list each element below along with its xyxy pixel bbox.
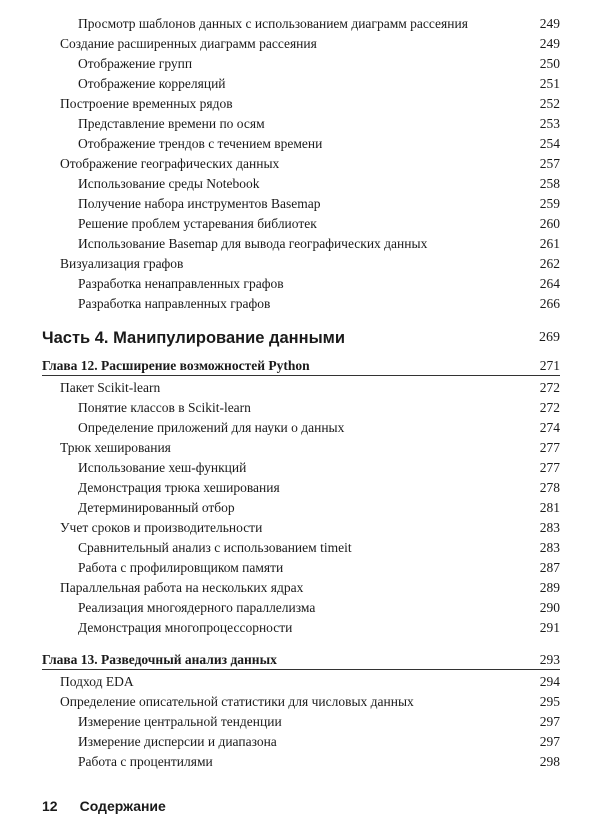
- toc-section-entry: [0, 154, 600, 174]
- toc-entry-page: 298: [539, 754, 560, 769]
- toc-entry-page: 260: [539, 216, 560, 231]
- toc-entry-page: 252: [539, 96, 560, 111]
- toc-entry-page: 281: [539, 500, 560, 515]
- page-footer: [42, 796, 166, 816]
- toc-entry-page: 249: [539, 16, 560, 31]
- toc-entry-title: Отображение географических данных: [60, 156, 280, 171]
- toc-entry-title: Разработка направленных графов: [78, 296, 271, 311]
- toc-entry-title: Работа с процентилями: [78, 754, 213, 769]
- toc-subsection-entry: [0, 234, 600, 254]
- toc-entry-title: Детерминированный отбор: [78, 500, 235, 515]
- toc-entry-title: Построение временных рядов: [60, 96, 233, 111]
- toc-entry-title: Демонстрация трюка хеширования: [78, 480, 280, 495]
- footer-page-number: 12: [42, 798, 58, 814]
- toc-subsection-entry: [0, 618, 600, 638]
- toc-subsection-entry: [0, 598, 600, 618]
- toc-subsection-entry: [0, 54, 600, 74]
- toc-entry-page: 261: [539, 236, 560, 251]
- toc-entry-title: Измерение центральной тенденции: [78, 714, 282, 729]
- toc-entry-title: Понятие классов в Scikit-learn: [78, 400, 251, 415]
- toc-entry-page: 289: [539, 580, 560, 595]
- toc-entry-page: 266: [539, 296, 560, 311]
- toc-entry-page: 287: [539, 560, 560, 575]
- toc-entry-title: Просмотр шаблонов данных с использованием диаграмм рассеяния: [78, 16, 468, 31]
- toc-entry-page: 283: [539, 520, 560, 535]
- toc-entry-page: 262: [539, 256, 560, 271]
- toc-entry-title: Разработка ненаправленных графов: [78, 276, 284, 291]
- toc-entry-page: 274: [539, 420, 560, 435]
- toc-entry-title: Работа с профилировщиком памяти: [78, 560, 284, 575]
- toc-section-entry: [0, 254, 600, 274]
- toc-entry-title: Отображение корреляций: [78, 76, 226, 91]
- toc-entry-page: 257: [539, 156, 560, 171]
- toc-entry-page: 253: [539, 116, 560, 131]
- toc-entry-title: Трюк хеширования: [60, 440, 171, 455]
- toc-entry-page: 250: [539, 56, 560, 71]
- toc-entry-title: Получение набора инструментов Basemap: [78, 196, 321, 211]
- toc-chapter-heading: [0, 650, 600, 670]
- toc-entry-page: 295: [539, 694, 560, 709]
- toc-subsection-entry: [0, 558, 600, 578]
- toc-entry-page: 254: [539, 136, 560, 151]
- toc-section-entry: [0, 94, 600, 114]
- chapter-divider-line: [42, 375, 560, 376]
- toc-entry-page: 297: [539, 734, 560, 749]
- toc-entry-title: Глава 13. Разведочный анализ данных: [42, 652, 277, 667]
- toc-subsection-entry: [0, 114, 600, 134]
- toc-entry-page: 294: [539, 674, 560, 689]
- toc-entry-page: 271: [539, 358, 560, 373]
- chapter-divider-line: [42, 669, 560, 670]
- toc-entry-title: Определение описательной статистики для числовых данных: [60, 694, 414, 709]
- toc-subsection-entry: [0, 398, 600, 418]
- toc-subsection-entry: [0, 214, 600, 234]
- toc-entry-page: 293: [539, 652, 560, 667]
- toc-section-entry: [0, 692, 600, 712]
- toc-entry-title: Параллельная работа на нескольких ядрах: [60, 580, 304, 595]
- toc-subsection-entry: [0, 74, 600, 94]
- toc-chapter-heading: [0, 356, 600, 376]
- toc-entry-title: Визуализация графов: [60, 256, 184, 271]
- footer-section-title: Содержание: [79, 798, 166, 814]
- toc-subsection-entry: [0, 294, 600, 314]
- toc-entry-title: Демонстрация многопроцессорности: [78, 620, 293, 635]
- toc-entry-title: Использование хеш-функций: [78, 460, 247, 475]
- toc-entry-page: 277: [539, 440, 560, 455]
- toc-section-entry: [0, 672, 600, 692]
- toc-entry-page: 283: [539, 540, 560, 555]
- toc-entry-title: Определение приложений для науки о данных: [78, 420, 345, 435]
- toc-entry-page: 269: [539, 330, 560, 345]
- toc-entry-title: Создание расширенных диаграмм рассеяния: [60, 36, 317, 51]
- toc-section-entry: [0, 578, 600, 598]
- toc-entry-page: 259: [539, 196, 560, 211]
- toc-subsection-entry: [0, 418, 600, 438]
- toc-entry-title: Пакет Scikit-learn: [60, 380, 161, 395]
- toc-subsection-entry: [0, 732, 600, 752]
- toc-subsection-entry: [0, 478, 600, 498]
- toc-entry-title: Реализация многоядерного параллелизма: [78, 600, 316, 615]
- toc-entry-title: Представление времени по осям: [78, 116, 265, 131]
- toc-entry-page: 277: [539, 460, 560, 475]
- toc-subsection-entry: [0, 134, 600, 154]
- toc-entry-page: 278: [539, 480, 560, 495]
- toc-entry-title: Отображение групп: [78, 56, 193, 71]
- toc-entry-page: 249: [539, 36, 560, 51]
- toc-section-entry: [0, 378, 600, 398]
- toc-section-entry: [0, 438, 600, 458]
- toc-subsection-entry: [0, 712, 600, 732]
- toc-entry-page: 264: [539, 276, 560, 291]
- toc-entry-title: Подход EDA: [60, 674, 134, 689]
- toc-entry-title: Отображение трендов с течением времени: [78, 136, 323, 151]
- toc-subsection-entry: [0, 458, 600, 478]
- toc-entry-title: Часть 4. Манипулирование данными: [42, 329, 346, 347]
- toc-entry-title: Решение проблем устаревания библиотек: [78, 216, 317, 231]
- toc-subsection-entry: [0, 14, 600, 34]
- toc-entry-page: 290: [539, 600, 560, 615]
- toc-entry-title: Использование среды Notebook: [78, 176, 260, 191]
- toc-subsection-entry: [0, 194, 600, 214]
- toc-entry-title: Учет сроков и производительности: [60, 520, 263, 535]
- toc-entry-page: 297: [539, 714, 560, 729]
- toc-entry-title: Измерение дисперсии и диапазона: [78, 734, 277, 749]
- toc-section-entry: [0, 518, 600, 538]
- toc-entry-title: Сравнительный анализ с использованием timeit: [78, 540, 352, 555]
- toc-part-heading: [0, 326, 600, 350]
- toc-subsection-entry: [0, 174, 600, 194]
- toc-entry-page: 251: [539, 76, 560, 91]
- toc-subsection-entry: [0, 538, 600, 558]
- toc-subsection-entry: [0, 498, 600, 518]
- toc-subsection-entry: [0, 274, 600, 294]
- toc-entry-page: 272: [539, 400, 560, 415]
- toc-entry-page: 258: [539, 176, 560, 191]
- toc-subsection-entry: [0, 752, 600, 772]
- toc-entry-page: 291: [539, 620, 560, 635]
- toc-entry-title: Глава 12. Расширение возможностей Python: [42, 358, 310, 373]
- toc-section-entry: [0, 34, 600, 54]
- toc-entry-page: 272: [539, 380, 560, 395]
- toc-entry-title: Использование Basemap для вывода географических данных: [78, 236, 428, 251]
